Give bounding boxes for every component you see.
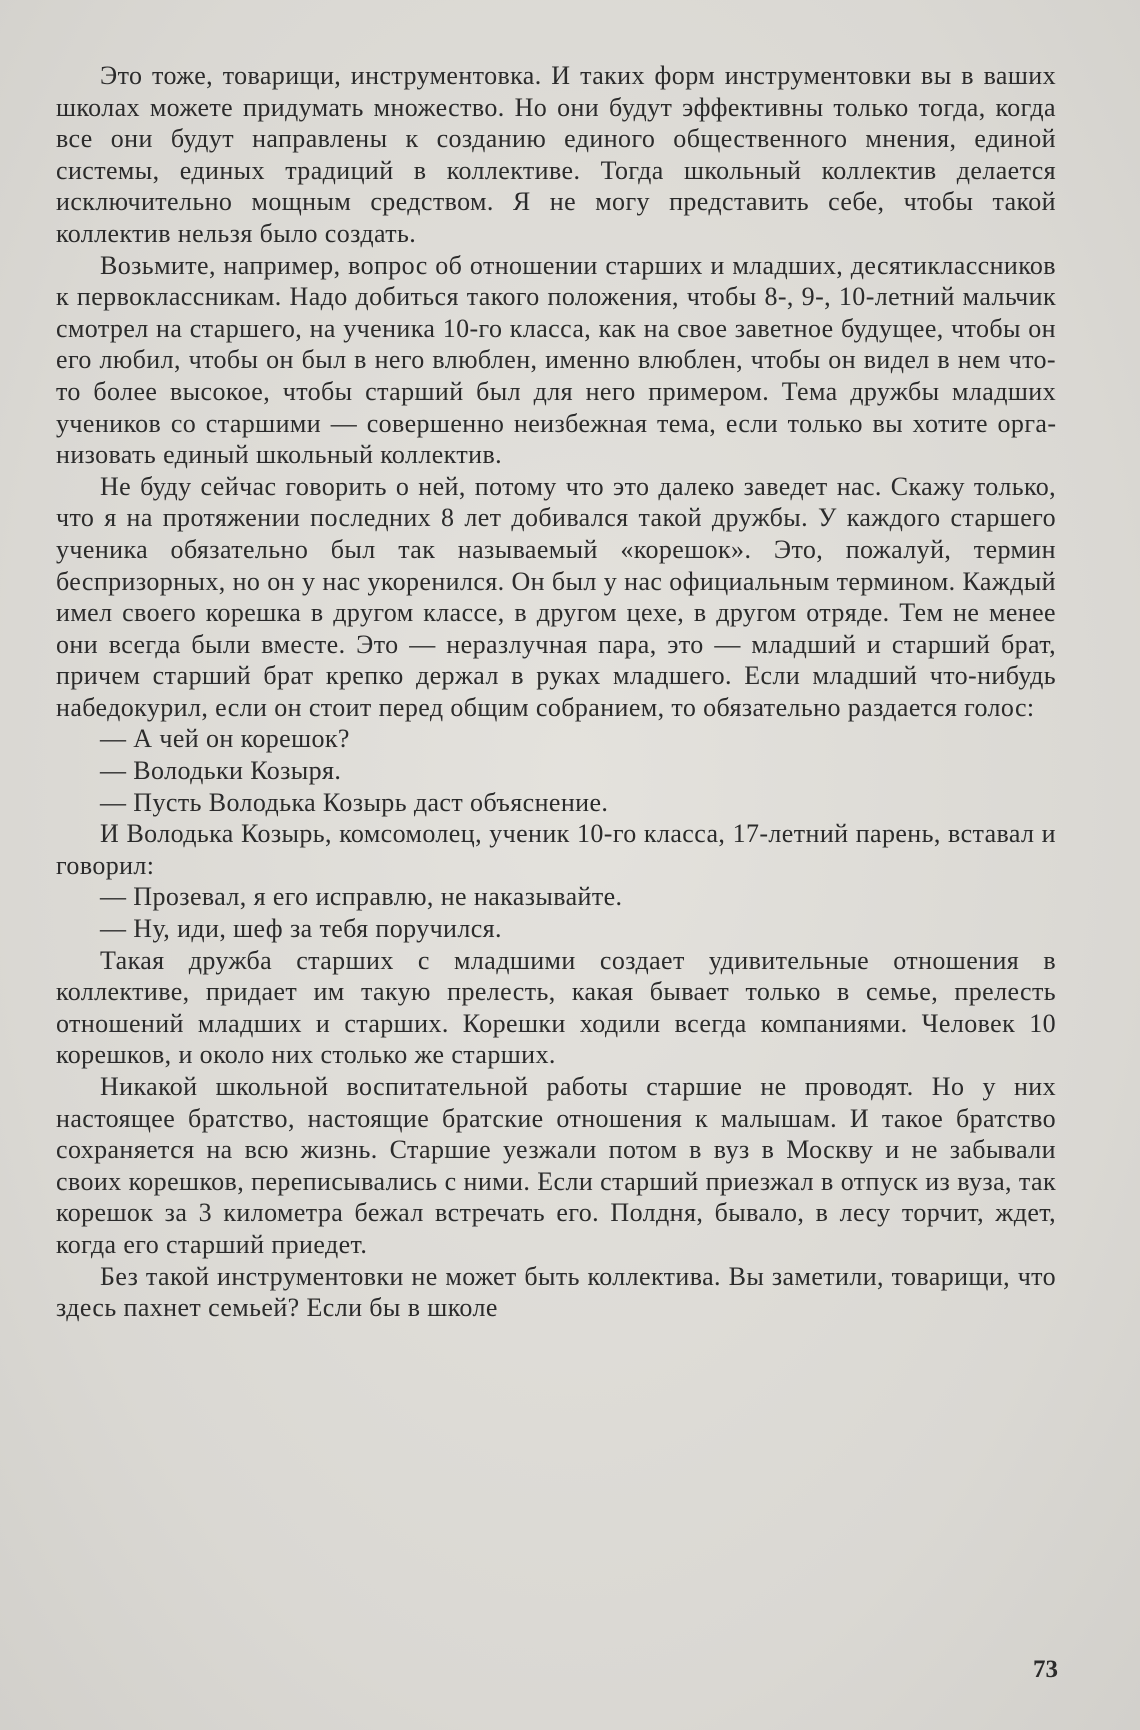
dialog-line-explanation: — Пусть Володька Козырь даст объяснение.	[100, 787, 609, 817]
dialog-line-promise: — Прозевал, я его исправлю, не наказывайте.	[100, 882, 623, 912]
dialog-line-question: — А чей он корешок?	[100, 724, 350, 754]
paragraph-koreshok: Не буду сейчас говорить о ней, потому что это далеко заведет нас. Скажу только, что я на протяжении последних 8 лет добивался такой дружбы. У каждого старшего ученика обязательно был так называемый «корешок». Это, пожалуй, термин беспризорных, но он у нас укоренился. Он был у нас официальным термином. Каждый имел своего корешка в другом классе, в другом цехе, в другом отряде. Тем не менее они всегда были вместе. Это — неразлучная пара, это — младший и старший брат, причем старший брат крепко держал в руках младшего. Если младший что-нибудь набедокурил, если он стоит перед общим собранием, то обязательно раздается голос:	[56, 471, 1056, 722]
paragraph-family: Без такой инструментовки не может быть коллектива. Вы заметили, товарищи, что здесь пахнет семьей? Если бы в школе	[56, 1261, 1056, 1323]
dialog-line-release: — Ну, иди, шеф за тебя поручился.	[100, 914, 502, 944]
paragraph-older-younger: Возьмите, например, вопрос об отношении старших и младших, десятиклассников к первоклассникам. Надо добиться такого положения, чтобы 8-, 9-, 10-летний мальчик смотрел на старшего, на ученика 10-го класса, как на свое заветное будущее, чтобы он его любил, чтобы он был в него влюблен, именно влюблен, чтобы он видел в нем что-то более высокое, чтобы старший был для него примером. Тема дружбы младших учеников со старшими — совершенно неизбежная тема, если только вы хотите организовать единый школьный коллектив.	[56, 250, 1056, 470]
paragraph-friendship: Такая дружба старших с младшими создает удивительные отношения в коллективе, придает им такую прелесть, какая бывает только в семье, прелесть отношений младших и старших. Корешки ходили всегда компаниями. Человек 10 корешков, и около них столько же старших.	[56, 945, 1056, 1070]
paragraph-instrumentation: Это тоже, товарищи, инструментовка. И таких форм инструментовки вы в ваших школах можете придумать множество. Но они будут эффективны только тогда, когда все они будут направлены к созданию единого общественного мнения, единой системы, единых традиций в коллективе. Тогда школьный коллектив делается исключительно мощным средством. Я не могу представить себе, чтобы такой коллектив нельзя было создать.	[56, 61, 1056, 248]
paragraph-volodka-kozyr: И Володька Козырь, комсомолец, ученик 10-го класса, 17-летний парень, вставал и говорил:	[56, 819, 1056, 880]
dialog-line-answer: — Володьки Козыря.	[100, 756, 342, 786]
paragraph-brotherhood: Никакой школьной воспитательной работы старшие не проводят. Но у них настоящее братство, настоящие братские отношения к малышам. И такое братство сохраняется на всю жизнь. Старшие уезжали потом в вуз в Москву и не забывали своих корешков, переписывались с ними. Если старший приезжал в отпуск из вуза, так корешок за 3 километра бежал встречать его. Полдня, бывало, в лесу торчит, ждет, когда его старший приедет.	[56, 1072, 1056, 1259]
page-body-text	[56, 60, 1056, 1324]
page-number: 73	[1033, 1656, 1058, 1683]
